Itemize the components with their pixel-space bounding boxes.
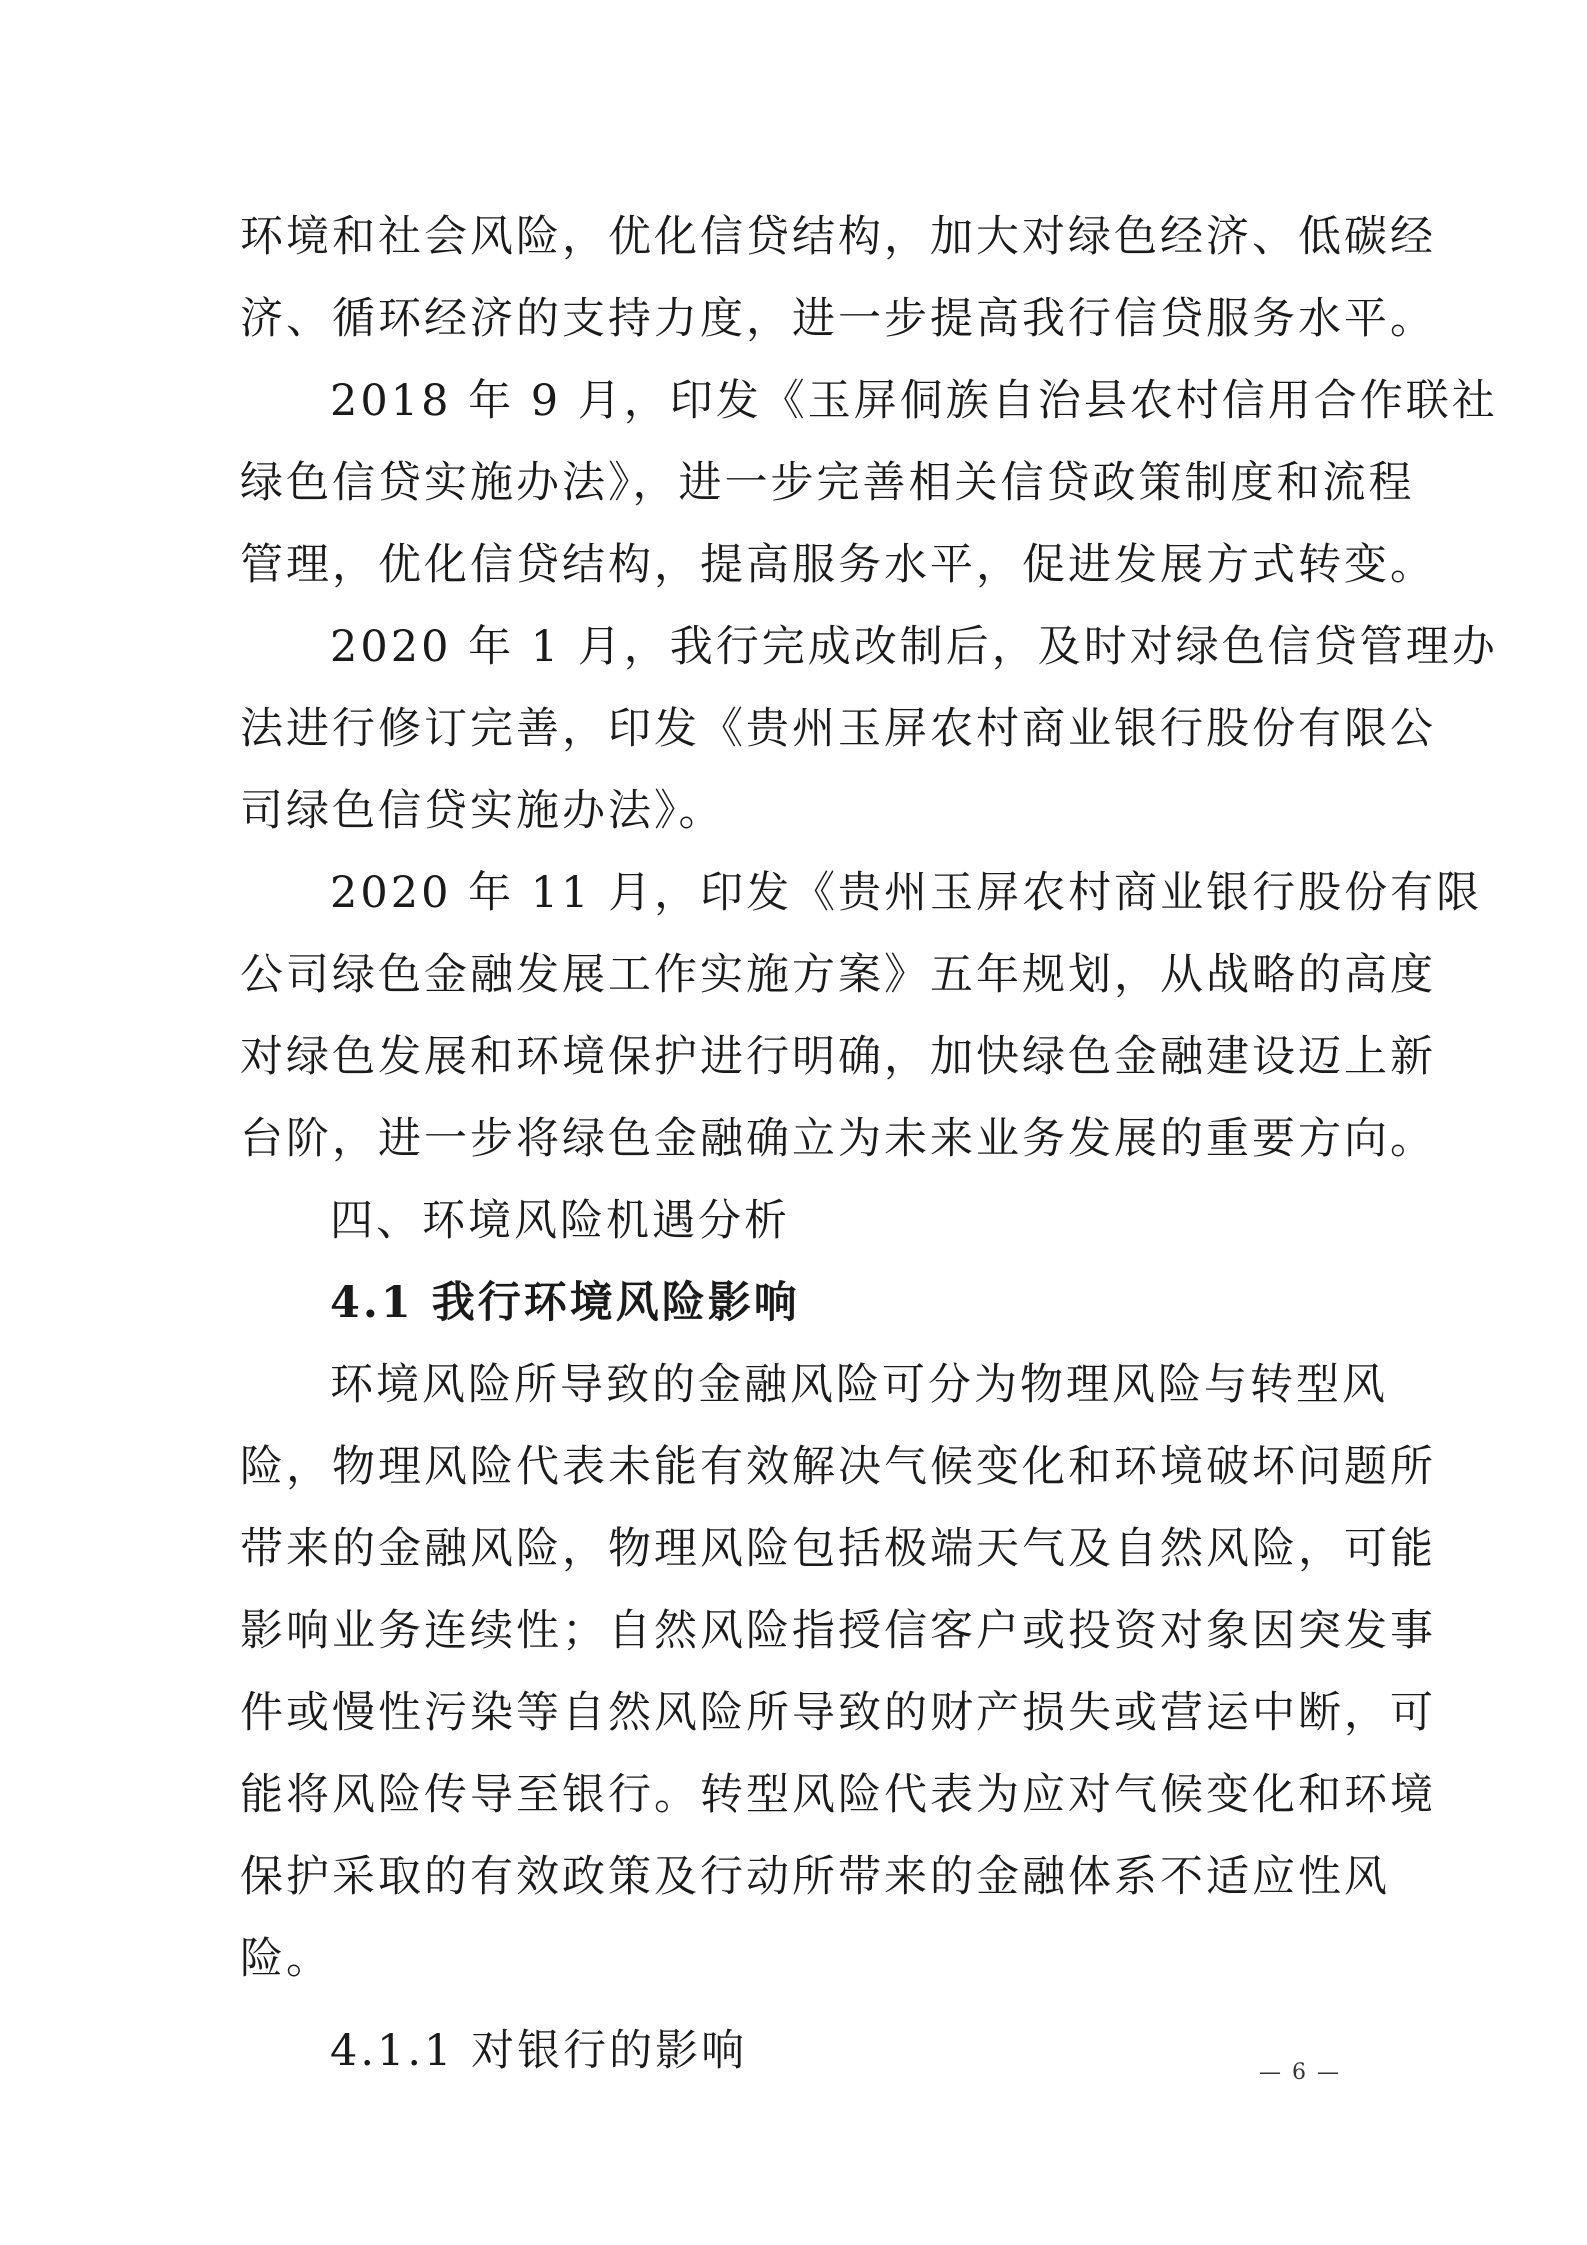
paragraph-line: 件或慢性污染等自然风险所导致的财产损失或营运中断，可 xyxy=(240,1688,1436,1738)
paragraph-line: 绿色信贷实施办法》，进一步完善相关信贷政策制度和流程 xyxy=(240,458,1415,508)
paragraph-line: 法进行修订完善，印发《贵州玉屏农村商业银行股份有限公 xyxy=(240,704,1436,754)
paragraph-line: 影响业务连续性；自然风险指授信客户或投资对象因突发事 xyxy=(240,1606,1436,1656)
paragraph-line: 带来的金融风险，物理风险包括极端天气及自然风险，可能 xyxy=(240,1524,1436,1574)
section-heading: 四、环境风险机遇分析 xyxy=(330,1196,790,1246)
subsection-heading: 4.1 我行环境风险影响 xyxy=(330,1278,800,1328)
paragraph-line: 管理，优化信贷结构，提高服务水平，促进发展方式转变。 xyxy=(240,540,1436,590)
paragraph-line: 险，物理风险代表未能有效解决气候变化和环境破坏问题所 xyxy=(240,1442,1436,1492)
page-number: — 6 — xyxy=(1259,2060,1341,2085)
paragraph-line: 台阶，进一步将绿色金融确立为未来业务发展的重要方向。 xyxy=(240,1114,1436,1164)
paragraph-line: 2020 年 11 月，印发《贵州玉屏农村商业银行股份有限 xyxy=(330,868,1483,918)
paragraph-line: 保护采取的有效政策及行动所带来的金融体系不适应性风 xyxy=(240,1852,1390,1902)
paragraph-line: 济、循环经济的支持力度，进一步提高我行信贷服务水平。 xyxy=(240,294,1436,344)
paragraph-line: 险。 xyxy=(240,1934,332,1984)
subsubsection-heading: 4.1.1 对银行的影响 xyxy=(330,2026,748,2076)
paragraph-line: 司绿色信贷实施办法》。 xyxy=(240,786,725,836)
body-text xyxy=(240,196,1498,2092)
spacer xyxy=(240,2000,1360,2010)
paragraph-line: 环境风险所导致的金融风险可分为物理风险与转型风 xyxy=(330,1360,1388,1410)
paragraph-line: 公司绿色金融发展工作实施方案》五年规划，从战略的高度 xyxy=(240,950,1436,1000)
paragraph-line: 对绿色发展和环境保护进行明确，加快绿色金融建设迈上新 xyxy=(240,1032,1436,1082)
paragraph-line: 2020 年 1 月，我行完成改制后，及时对绿色信贷管理办 xyxy=(330,622,1498,672)
paragraph-line: 2018 年 9 月，印发《玉屏侗族自治县农村信用合作联社 xyxy=(330,376,1498,426)
paragraph-line: 能将风险传导至银行。转型风险代表为应对气候变化和环境 xyxy=(240,1770,1436,1820)
paragraph-line: 环境和社会风险，优化信贷结构，加大对绿色经济、低碳经 xyxy=(240,212,1436,262)
